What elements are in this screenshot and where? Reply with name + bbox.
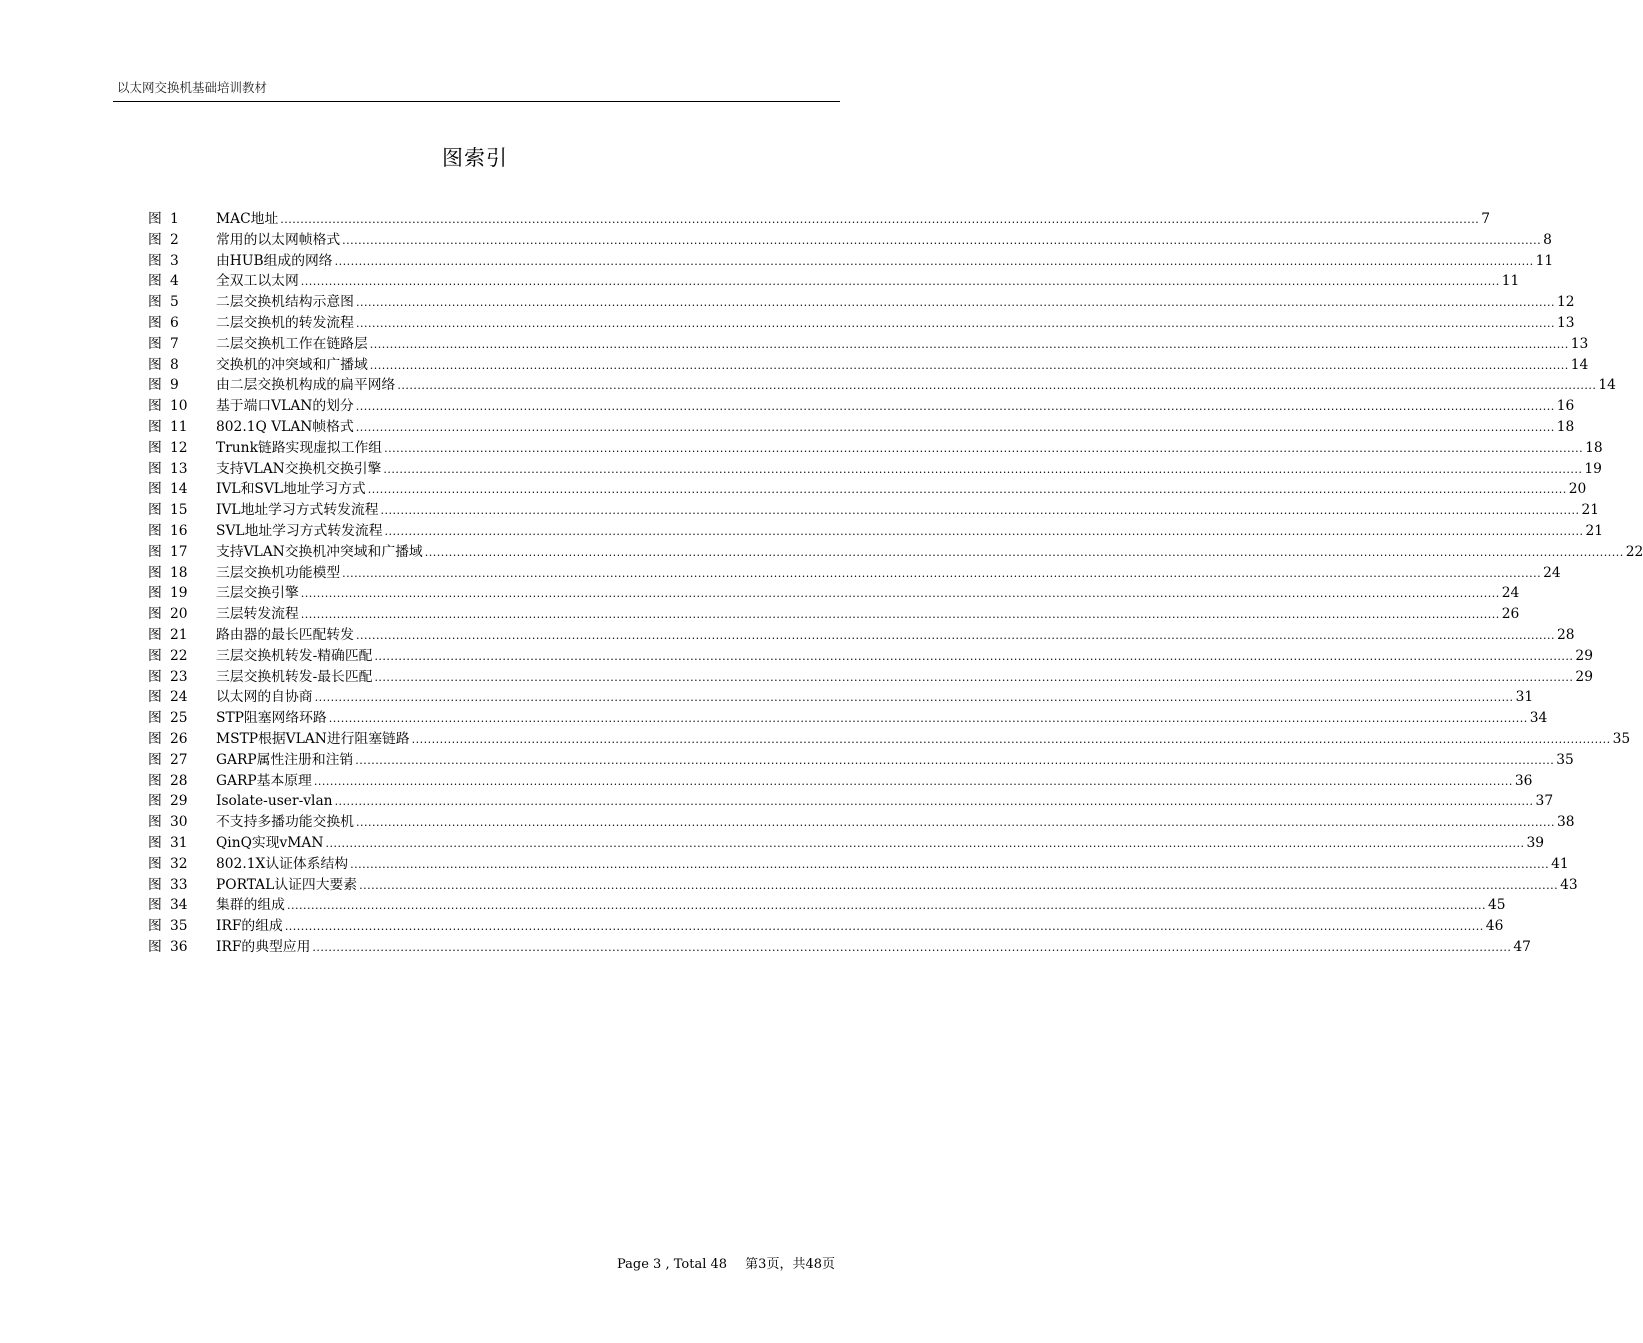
toc-entry[interactable] <box>148 833 1545 854</box>
toc-entry[interactable] <box>148 500 1600 521</box>
toc-entry[interactable] <box>148 583 1520 604</box>
figure-prefix: 图 <box>148 273 162 290</box>
figure-title: GARP属性注册和注销 <box>216 751 354 768</box>
figure-prefix: 图 <box>148 897 162 914</box>
toc-entry[interactable] <box>148 791 1554 812</box>
toc-entry[interactable] <box>148 209 1491 230</box>
dot-leader: ............................................................................................................................................................................................................................................................................................................ <box>312 940 1512 954</box>
figure-page-number: 38 <box>1556 814 1575 831</box>
dot-leader: ............................................................................................................................................................................................................................................................................................................ <box>328 712 1528 726</box>
figure-number: 1 <box>170 211 179 227</box>
figure-page-number: 22 <box>1625 543 1643 560</box>
figure-prefix: 图 <box>148 439 162 456</box>
figure-number: 6 <box>170 314 179 331</box>
dot-leader: ............................................................................................................................................................................................................................................................................................................ <box>300 608 1500 622</box>
figure-label <box>148 937 216 958</box>
figure-page-number: 20 <box>1568 481 1587 498</box>
figure-number: 25 <box>170 710 188 727</box>
figure-prefix: 图 <box>148 689 162 706</box>
figure-label <box>148 313 216 334</box>
figure-prefix: 图 <box>148 606 162 623</box>
dot-leader: ............................................................................................................................................................................................................................................................................................................ <box>355 316 1555 330</box>
figure-prefix: 图 <box>148 522 162 539</box>
figure-title: GARP基本原理 <box>216 772 312 789</box>
figure-page-number: 13 <box>1570 335 1589 352</box>
figure-prefix: 图 <box>148 418 162 435</box>
toc-entry[interactable] <box>148 417 1575 438</box>
toc-entry[interactable] <box>148 916 1504 937</box>
figure-number: 34 <box>170 897 188 914</box>
toc-entry[interactable] <box>148 563 1561 584</box>
footer-page-number-cn: 第3页，共48页 <box>745 1257 835 1272</box>
dot-leader: ............................................................................................................................................................................................................................................................................................................ <box>342 233 1542 247</box>
figure-title: IRF的典型应用 <box>216 938 311 955</box>
figure-page-number: 11 <box>1535 252 1554 269</box>
figure-label <box>148 687 216 708</box>
toc-entry[interactable] <box>148 521 1604 542</box>
figure-number: 20 <box>170 606 188 623</box>
dot-leader: ............................................................................................................................................................................................................................................................................................................ <box>300 587 1500 601</box>
figure-title: 以太网的自协商 <box>216 689 313 706</box>
figure-label <box>148 625 216 646</box>
dot-leader: ............................................................................................................................................................................................................................................................................................................ <box>280 213 1480 226</box>
figure-number: 23 <box>170 668 188 685</box>
figure-number: 7 <box>170 335 179 352</box>
figure-page-number: 24 <box>1543 564 1561 581</box>
dot-leader: ............................................................................................................................................................................................................................................................................................................ <box>355 816 1555 830</box>
figure-prefix: 图 <box>148 481 162 498</box>
figure-page-number: 12 <box>1556 294 1575 311</box>
figure-label <box>148 396 216 417</box>
figure-page-number: 24 <box>1501 585 1520 602</box>
figure-prefix: 图 <box>148 252 162 269</box>
dot-leader: ............................................................................................................................................................................................................................................................................................................ <box>325 836 1525 850</box>
figure-title: MAC地址 <box>216 211 279 227</box>
toc-entry[interactable] <box>148 479 1587 500</box>
toc-entry[interactable] <box>148 459 1602 480</box>
figure-label <box>148 875 216 896</box>
figure-number: 8 <box>170 356 179 373</box>
figure-title: 集群的组成 <box>216 897 285 914</box>
dot-leader: ............................................................................................................................................................................................................................................................................................................ <box>314 691 1514 705</box>
figure-prefix: 图 <box>148 398 162 415</box>
figure-prefix: 图 <box>148 335 162 352</box>
figure-prefix: 图 <box>148 918 162 935</box>
dot-leader: ............................................................................................................................................................................................................................................................................................................ <box>355 753 1555 767</box>
figure-page-number: 28 <box>1556 626 1575 643</box>
figure-number: 35 <box>170 918 188 935</box>
dot-leader: ............................................................................................................................................................................................................................................................................................................ <box>374 649 1574 663</box>
figure-prefix: 图 <box>148 231 162 248</box>
figure-page-number: 35 <box>1556 751 1574 768</box>
figure-page-number: 29 <box>1575 647 1593 664</box>
figure-title: 二层交换机结构示意图 <box>216 294 354 311</box>
figure-prefix: 图 <box>148 356 162 373</box>
figure-label <box>148 375 216 396</box>
toc-entry[interactable] <box>148 292 1575 313</box>
figure-title: 802.1X认证体系结构 <box>216 855 349 872</box>
dot-leader: ............................................................................................................................................................................................................................................................................................................ <box>355 420 1555 434</box>
figure-page-number: 39 <box>1526 834 1545 851</box>
figure-number: 36 <box>170 938 188 955</box>
dot-leader: ............................................................................................................................................................................................................................................................................................................ <box>369 337 1569 351</box>
figure-page-number: 16 <box>1556 398 1575 415</box>
figure-label <box>148 750 216 771</box>
figure-number: 14 <box>170 481 188 498</box>
figure-label <box>148 479 216 500</box>
figure-title: QinQ实现vMAN <box>216 834 324 851</box>
figure-label <box>148 334 216 355</box>
figure-number: 12 <box>170 439 188 456</box>
figure-title: 支持VLAN交换机交换引擎 <box>216 460 382 477</box>
toc-entry[interactable] <box>148 625 1575 646</box>
figure-number: 30 <box>170 814 188 831</box>
figure-number: 32 <box>170 855 188 872</box>
figure-label <box>148 895 216 916</box>
dot-leader: ............................................................................................................................................................................................................................................................................................................ <box>411 732 1611 746</box>
figure-title: 二层交换机的转发流程 <box>216 314 354 331</box>
figure-label <box>148 209 216 230</box>
figure-title: 三层交换引擎 <box>216 585 299 602</box>
figure-number: 31 <box>170 834 188 851</box>
dot-leader: ............................................................................................................................................................................................................................................................................................................ <box>355 400 1555 414</box>
figure-label <box>148 791 216 812</box>
figure-number: 9 <box>170 377 179 394</box>
figure-number: 13 <box>170 460 188 477</box>
toc-entry[interactable] <box>148 334 1589 355</box>
figure-title: MSTP根据VLAN进行阻塞链路 <box>216 730 410 747</box>
figure-page-number: 14 <box>1598 377 1616 394</box>
figure-label <box>148 771 216 792</box>
figure-title: 不支持多播功能交换机 <box>216 814 354 831</box>
figure-title: STP阻塞网络环路 <box>216 710 327 727</box>
figure-label <box>148 251 216 272</box>
figure-prefix: 图 <box>148 793 162 810</box>
figure-prefix: 图 <box>148 772 162 789</box>
figure-page-number: 8 <box>1543 231 1552 248</box>
figure-number: 24 <box>170 689 188 706</box>
figure-number: 19 <box>170 585 188 602</box>
figure-prefix: 图 <box>148 294 162 311</box>
dot-leader: ............................................................................................................................................................................................................................................................................................................ <box>359 878 1559 892</box>
figure-number: 29 <box>170 793 188 810</box>
figure-index-list <box>148 209 1643 958</box>
dot-leader: ............................................................................................................................................................................................................................................................................................................ <box>350 857 1550 871</box>
page-footer <box>617 1253 835 1272</box>
toc-entry[interactable] <box>148 271 1520 292</box>
figure-label <box>148 604 216 625</box>
figure-page-number: 18 <box>1556 418 1575 435</box>
figure-prefix: 图 <box>148 377 162 394</box>
figure-page-number: 36 <box>1514 772 1533 789</box>
figure-title: 三层交换机转发-最长匹配 <box>216 668 373 685</box>
figure-title: 路由器的最长匹配转发 <box>216 626 354 643</box>
toc-entry[interactable] <box>148 750 1574 771</box>
toc-entry[interactable] <box>148 646 1593 667</box>
figure-page-number: 37 <box>1535 793 1554 810</box>
figure-number: 11 <box>170 418 188 435</box>
figure-label <box>148 417 216 438</box>
figure-label <box>148 646 216 667</box>
dot-leader: ............................................................................................................................................................................................................................................................................................................ <box>424 545 1624 559</box>
figure-label <box>148 438 216 459</box>
toc-entry[interactable] <box>148 313 1575 334</box>
figure-page-number: 47 <box>1513 938 1531 955</box>
dot-leader: ............................................................................................................................................................................................................................................................................................................ <box>369 358 1569 372</box>
figure-label <box>148 542 216 563</box>
dot-leader: ............................................................................................................................................................................................................................................................................................................ <box>284 920 1484 934</box>
figure-page-number: 45 <box>1487 897 1506 914</box>
figure-page-number: 34 <box>1529 710 1548 727</box>
figure-title: Isolate-user-vlan <box>216 793 333 810</box>
figure-number: 27 <box>170 751 188 768</box>
dot-leader: ............................................................................................................................................................................................................................................................................................................ <box>334 254 1534 268</box>
figure-label <box>148 459 216 480</box>
figure-page-number: 41 <box>1551 855 1569 872</box>
dot-leader: ............................................................................................................................................................................................................................................................................................................ <box>374 670 1574 684</box>
figure-number: 26 <box>170 730 188 747</box>
figure-prefix: 图 <box>148 460 162 477</box>
figure-number: 16 <box>170 522 188 539</box>
toc-entry[interactable] <box>148 875 1578 896</box>
figure-prefix: 图 <box>148 834 162 851</box>
figure-number: 15 <box>170 502 188 519</box>
figure-prefix: 图 <box>148 502 162 519</box>
figure-number: 10 <box>170 398 188 415</box>
toc-entry[interactable] <box>148 708 1548 729</box>
figure-label <box>148 271 216 292</box>
toc-entry[interactable] <box>148 396 1575 417</box>
dot-leader: ............................................................................................................................................................................................................................................................................................................ <box>300 275 1500 289</box>
figure-title: Trunk链路实现虚拟工作组 <box>216 439 383 456</box>
dot-leader: ............................................................................................................................................................................................................................................................................................................ <box>355 296 1555 310</box>
toc-entry[interactable] <box>148 375 1616 396</box>
figure-label <box>148 583 216 604</box>
toc-entry[interactable] <box>148 251 1554 272</box>
toc-entry[interactable] <box>148 771 1533 792</box>
figure-prefix: 图 <box>148 211 162 227</box>
figure-page-number: 14 <box>1570 356 1589 373</box>
figure-label <box>148 500 216 521</box>
toc-entry[interactable] <box>148 812 1575 833</box>
figure-number: 17 <box>170 543 188 560</box>
figure-label <box>148 521 216 542</box>
figure-label <box>148 667 216 688</box>
figure-prefix: 图 <box>148 626 162 643</box>
dot-leader: ............................................................................................................................................................................................................................................................................................................ <box>286 899 1486 913</box>
figure-page-number: 11 <box>1501 273 1520 290</box>
figure-number: 28 <box>170 772 188 789</box>
figure-title: 基于端口VLAN的划分 <box>216 398 354 415</box>
figure-prefix: 图 <box>148 938 162 955</box>
toc-entry[interactable] <box>148 355 1589 376</box>
figure-title: IVL和SVL地址学习方式 <box>216 481 366 498</box>
figure-title: 支持VLAN交换机冲突域和广播域 <box>216 543 423 560</box>
figure-title: 三层交换机功能模型 <box>216 564 341 581</box>
figure-page-number: 13 <box>1556 314 1575 331</box>
figure-title: 全双工以太网 <box>216 273 299 290</box>
figure-prefix: 图 <box>148 876 162 893</box>
toc-entry[interactable] <box>148 542 1643 563</box>
figure-page-number: 46 <box>1485 918 1504 935</box>
toc-entry[interactable] <box>148 604 1520 625</box>
toc-entry[interactable] <box>148 729 1631 750</box>
figure-title: 由二层交换机构成的扁平网络 <box>216 377 396 394</box>
figure-label <box>148 916 216 937</box>
running-header: 以太网交换机基础培训教材 <box>117 80 268 95</box>
figure-prefix: 图 <box>148 668 162 685</box>
figure-label <box>148 292 216 313</box>
toc-entry[interactable] <box>148 438 1603 459</box>
figure-title: 常用的以太网帧格式 <box>216 231 341 248</box>
dot-leader: ............................................................................................................................................................................................................................................................................................................ <box>355 628 1555 642</box>
figure-page-number: 21 <box>1581 502 1600 519</box>
figure-prefix: 图 <box>148 314 162 331</box>
toc-entry[interactable] <box>148 937 1531 958</box>
figure-prefix: 图 <box>148 751 162 768</box>
figure-label <box>148 355 216 376</box>
figure-label <box>148 833 216 854</box>
figure-page-number: 43 <box>1560 876 1578 893</box>
figure-number: 3 <box>170 252 179 269</box>
figure-prefix: 图 <box>148 855 162 872</box>
figure-title: IRF的组成 <box>216 918 283 935</box>
dot-leader: ............................................................................................................................................................................................................................................................................................................ <box>380 504 1580 518</box>
figure-title: SVL地址学习方式转发流程 <box>216 522 383 539</box>
toc-entry[interactable] <box>148 667 1593 688</box>
toc-entry[interactable] <box>148 230 1552 251</box>
figure-page-number: 7 <box>1481 211 1491 227</box>
figure-prefix: 图 <box>148 647 162 664</box>
figure-title: 三层交换机转发-精确匹配 <box>216 647 373 664</box>
dot-leader: ............................................................................................................................................................................................................................................................................................................ <box>383 462 1583 476</box>
figure-number: 2 <box>170 231 179 248</box>
figure-page-number: 18 <box>1585 439 1603 456</box>
figure-number: 33 <box>170 876 188 893</box>
figure-page-number: 26 <box>1501 606 1520 623</box>
page-title: 图索引 <box>442 146 508 170</box>
figure-number: 5 <box>170 294 179 311</box>
figure-page-number: 19 <box>1584 460 1602 477</box>
dot-leader: ............................................................................................................................................................................................................................................................................................................ <box>342 566 1542 580</box>
figure-label <box>148 812 216 833</box>
figure-page-number: 35 <box>1612 730 1631 747</box>
toc-entry[interactable] <box>148 687 1534 708</box>
header-rule <box>113 101 840 102</box>
footer-page-number: Page 3 , Total 48 <box>617 1257 728 1272</box>
figure-label <box>148 708 216 729</box>
figure-label <box>148 729 216 750</box>
toc-entry[interactable] <box>148 895 1506 916</box>
figure-label <box>148 563 216 584</box>
figure-page-number: 29 <box>1575 668 1593 685</box>
figure-number: 4 <box>170 273 179 290</box>
toc-entry[interactable] <box>148 854 1569 875</box>
figure-label <box>148 230 216 251</box>
figure-title: PORTAL认证四大要素 <box>216 876 358 893</box>
figure-label <box>148 854 216 875</box>
figure-prefix: 图 <box>148 730 162 747</box>
figure-number: 21 <box>170 626 188 643</box>
figure-page-number: 31 <box>1515 689 1534 706</box>
figure-number: 18 <box>170 564 188 581</box>
figure-prefix: 图 <box>148 710 162 727</box>
dot-leader: ............................................................................................................................................................................................................................................................................................................ <box>384 441 1584 455</box>
figure-title: IVL地址学习方式转发流程 <box>216 502 379 519</box>
dot-leader: ............................................................................................................................................................................................................................................................................................................ <box>397 379 1597 393</box>
dot-leader: ............................................................................................................................................................................................................................................................................................................ <box>384 524 1584 538</box>
dot-leader: ............................................................................................................................................................................................................................................................................................................ <box>367 483 1567 497</box>
figure-prefix: 图 <box>148 814 162 831</box>
figure-title: 三层转发流程 <box>216 606 299 623</box>
figure-title: 802.1Q VLAN帧格式 <box>216 418 354 435</box>
figure-prefix: 图 <box>148 564 162 581</box>
figure-title: 由HUB组成的网络 <box>216 252 333 269</box>
figure-title: 二层交换机工作在链路层 <box>216 335 368 352</box>
dot-leader: ............................................................................................................................................................................................................................................................................................................ <box>313 774 1513 788</box>
figure-prefix: 图 <box>148 543 162 560</box>
figure-prefix: 图 <box>148 585 162 602</box>
figure-title: 交换机的冲突域和广播域 <box>216 356 368 373</box>
figure-page-number: 21 <box>1585 522 1604 539</box>
dot-leader: ............................................................................................................................................................................................................................................................................................................ <box>334 795 1534 809</box>
figure-number: 22 <box>170 647 188 664</box>
